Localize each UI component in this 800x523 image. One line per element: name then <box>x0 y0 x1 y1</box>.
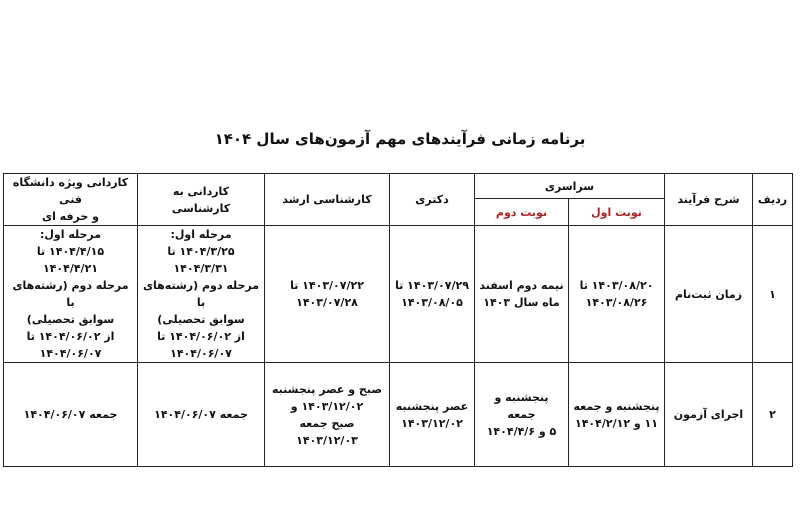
technical-associate-cell: مرحله اول: ۱۴۰۴/۴/۱۵ تا ۱۴۰۴/۴/۲۱ مرحله دوم (رشته‌های با سوابق تحصیلی) از ۱۴۰۴/۰۶/۰۲ تا ۱۴۰۴/۰۶/۰۷ <box>4 226 138 363</box>
technical-associate-cell: جمعه ۱۴۰۴/۰۶/۰۷ <box>4 363 138 467</box>
exam-schedule-table <box>3 173 793 467</box>
phd-cell: عصر پنجشنبه ۱۴۰۳/۱۲/۰۲ <box>390 363 475 467</box>
header-national-second: نوبت دوم <box>475 199 569 226</box>
page-title: برنامه زمانی فرآیندهای مهم آزمون‌های سال ۱۴۰۴ <box>214 130 586 148</box>
national-second-cell: نیمه دوم اسفند ماه سال ۱۴۰۳ <box>475 226 569 363</box>
process-name: اجرای آزمون <box>665 363 753 467</box>
header-national: سراسری <box>475 174 665 199</box>
header-associate-to-bachelor: کاردانی به کارشناسی <box>138 174 265 226</box>
header-process: شرح فرآیند <box>665 174 753 226</box>
header-row <box>4 174 793 199</box>
national-first-cell: پنجشنبه و جمعه ۱۱ و ۱۴۰۴/۲/۱۲ <box>569 363 665 467</box>
header-row-index: ردیف <box>753 174 793 226</box>
associate-to-bachelor-cell: جمعه ۱۴۰۴/۰۶/۰۷ <box>138 363 265 467</box>
header-phd: دکتری <box>390 174 475 226</box>
row-index: ۲ <box>753 363 793 467</box>
national-second-cell: پنجشنبه و جمعه ۵ و ۱۴۰۴/۴/۶ <box>475 363 569 467</box>
phd-cell: ۱۴۰۳/۰۷/۲۹ تا ۱۴۰۳/۰۸/۰۵ <box>390 226 475 363</box>
header-technical-associate: کاردانی ویژه دانشگاه فنی و حرفه ای <box>4 174 138 226</box>
table-row <box>4 363 793 467</box>
associate-to-bachelor-cell: مرحله اول: ۱۴۰۴/۳/۲۵ تا ۱۴۰۴/۳/۳۱ مرحله دوم (رشته‌های با سوابق تحصیلی) از ۱۴۰۴/۰۶/۰۲ تا ۱۴۰۴/۰۶/۰۷ <box>138 226 265 363</box>
header-national-first: نوبت اول <box>569 199 665 226</box>
masters-cell: صبح و عصر پنجشنبه ۱۴۰۳/۱۲/۰۲ و صبح جمعه ۱۴۰۳/۱۲/۰۳ <box>265 363 390 467</box>
national-first-cell: ۱۴۰۳/۰۸/۲۰ تا ۱۴۰۳/۰۸/۲۶ <box>569 226 665 363</box>
row-index: ۱ <box>753 226 793 363</box>
masters-cell: ۱۴۰۳/۰۷/۲۲ تا ۱۴۰۳/۰۷/۲۸ <box>265 226 390 363</box>
header-masters: کارشناسی ارشد <box>265 174 390 226</box>
table-row <box>4 226 793 363</box>
process-name: زمان ثبت‌نام <box>665 226 753 363</box>
